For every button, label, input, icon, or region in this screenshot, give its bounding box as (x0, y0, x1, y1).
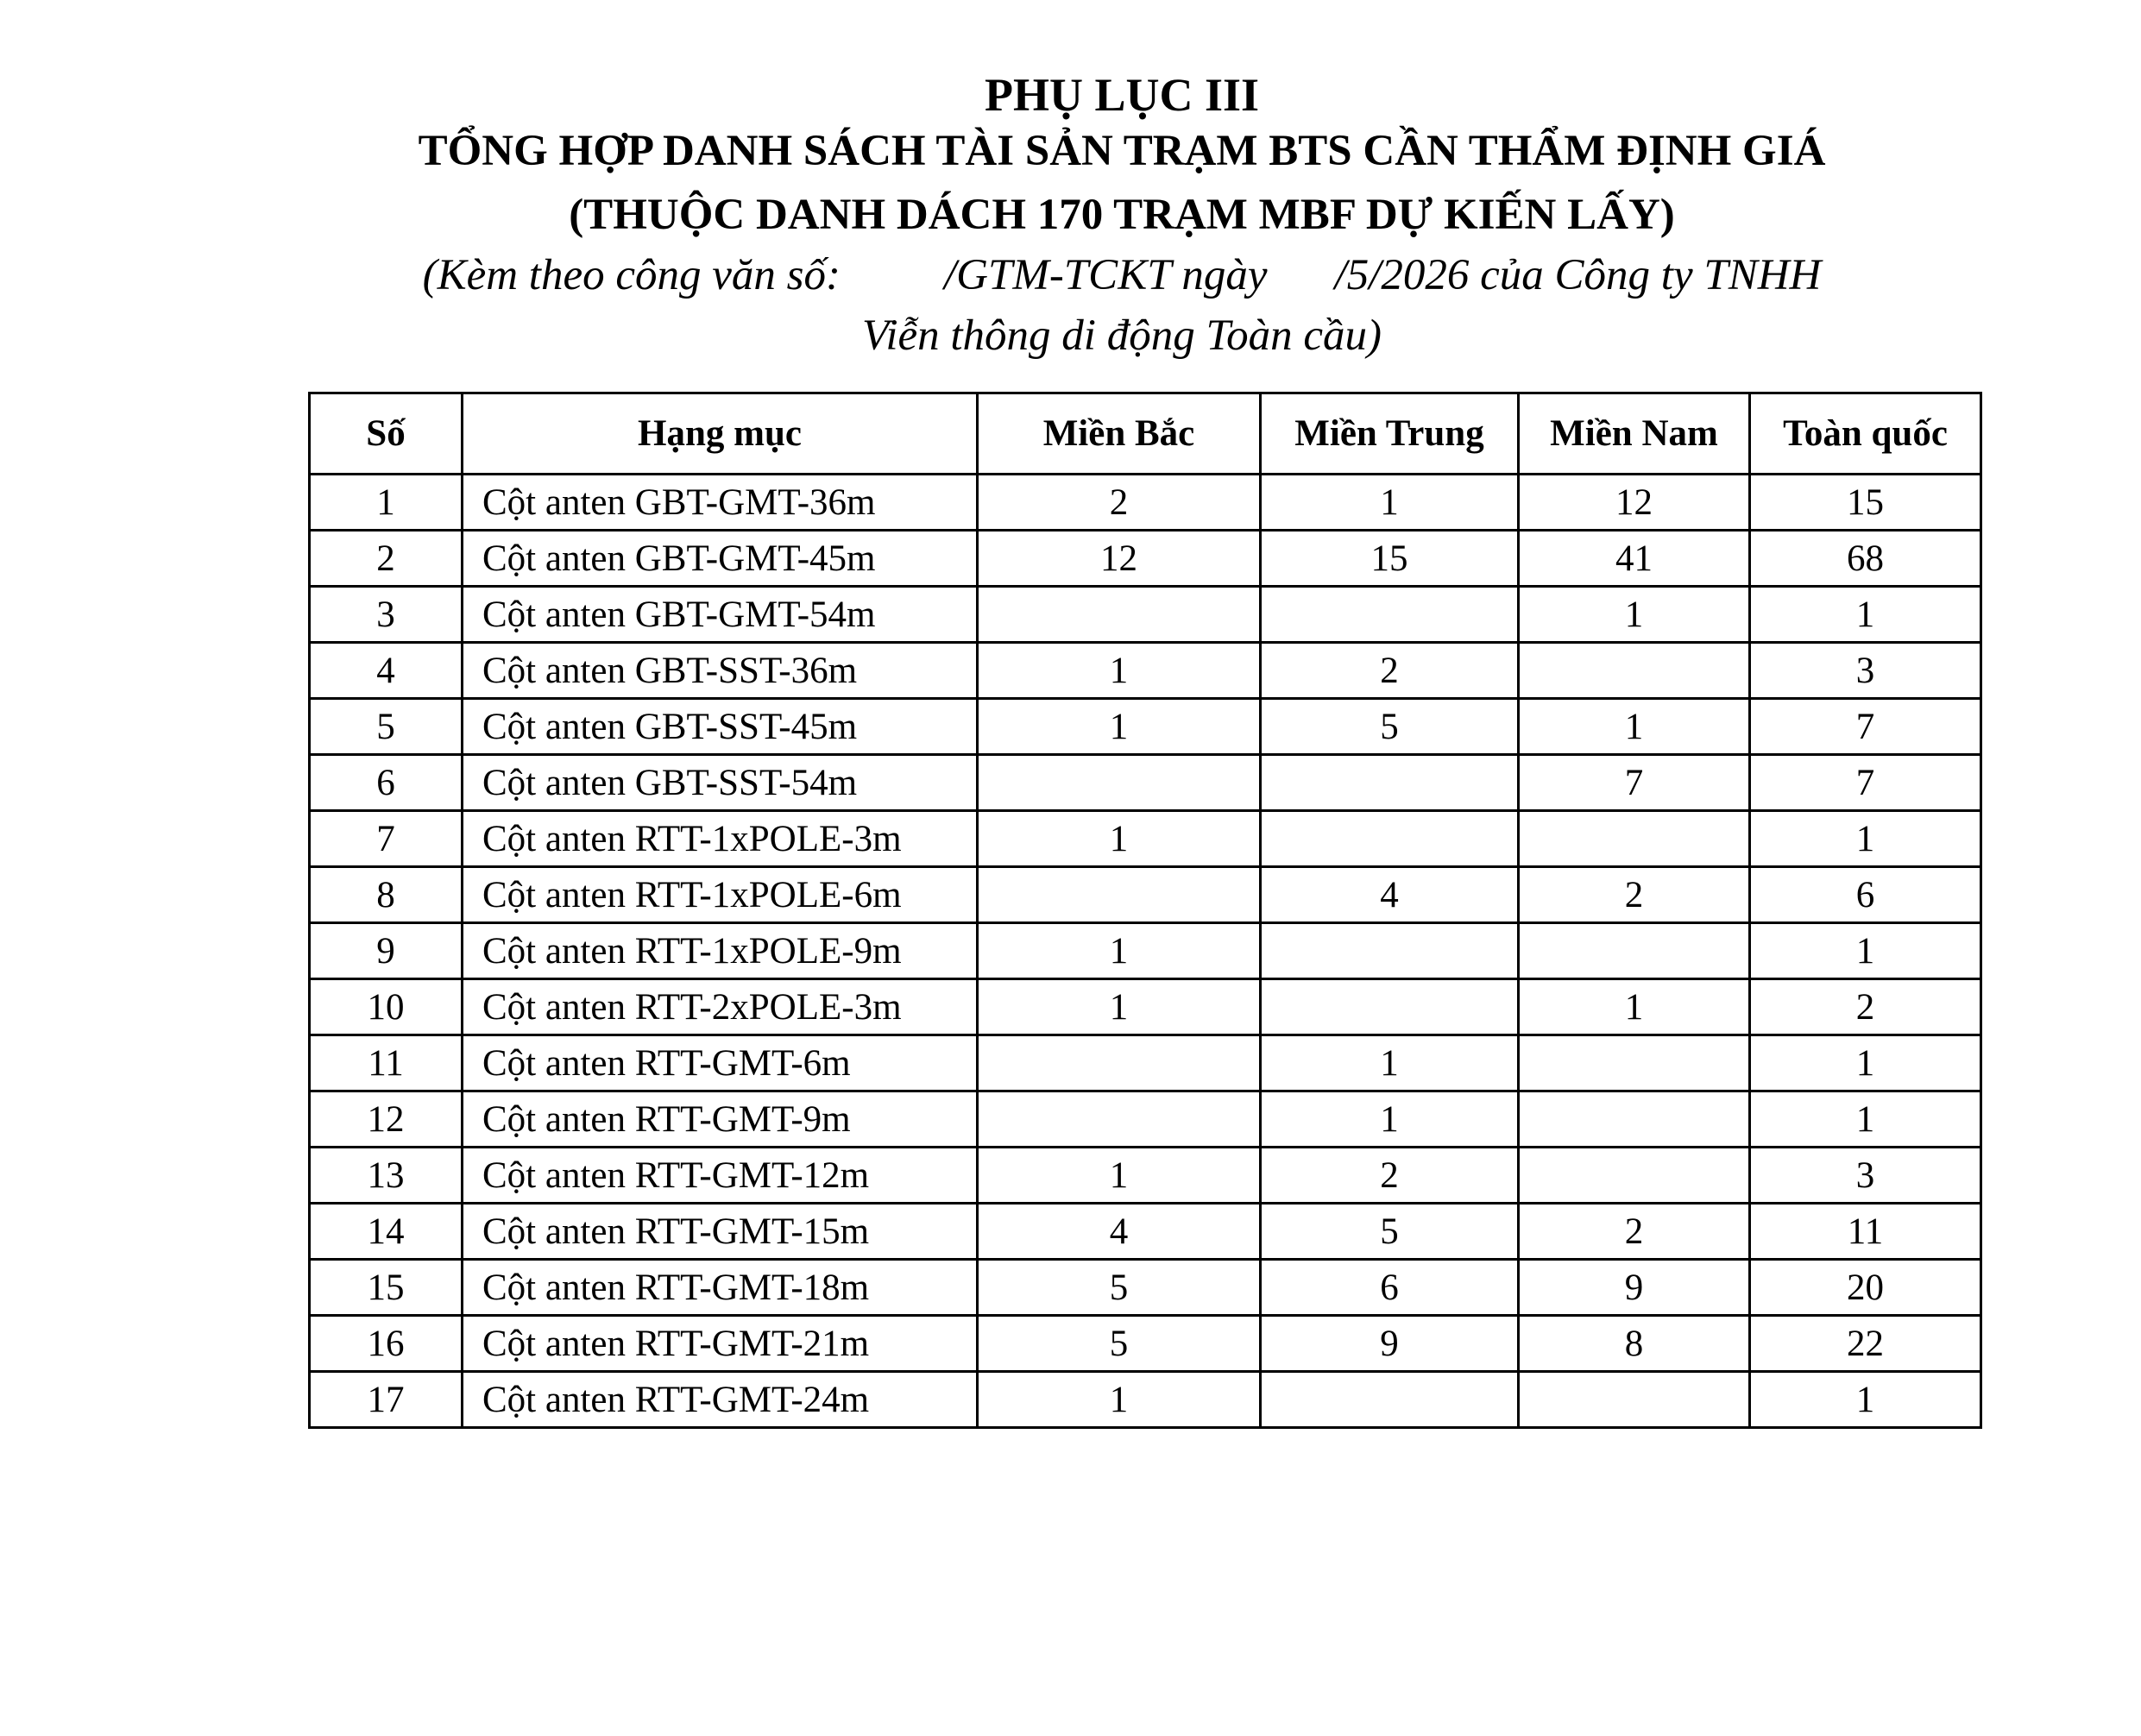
cell-mien-trung: 6 (1261, 1260, 1519, 1316)
reference-note (0, 251, 2141, 299)
cell-toan-quoc: 1 (1750, 811, 1981, 867)
cell-mien-trung (1261, 811, 1519, 867)
cell-item: Cột anten GBT-SST-54m (463, 755, 978, 811)
table-row (310, 1148, 1981, 1204)
cell-toan-quoc: 1 (1750, 587, 1981, 643)
cell-mien-trung (1261, 1372, 1519, 1428)
table-row (310, 755, 1981, 811)
cell-item: Cột anten RTT-1xPOLE-6m (463, 867, 978, 923)
cell-mien-trung: 5 (1261, 699, 1519, 755)
cell-mien-nam (1519, 1372, 1750, 1428)
cell-mien-trung: 4 (1261, 867, 1519, 923)
cell-no: 16 (310, 1316, 463, 1372)
cell-mien-nam (1519, 1148, 1750, 1204)
cell-item: Cột anten RTT-2xPOLE-3m (463, 979, 978, 1035)
cell-mien-bac (978, 867, 1261, 923)
table-body (310, 475, 1981, 1428)
column-header-mien-nam: Miền Nam (1519, 393, 1750, 475)
cell-mien-nam: 7 (1519, 755, 1750, 811)
table-row (310, 1316, 1981, 1372)
cell-mien-bac (978, 1035, 1261, 1091)
cell-item: Cột anten RTT-GMT-24m (463, 1372, 978, 1428)
cell-mien-trung: 1 (1261, 1091, 1519, 1148)
cell-mien-nam: 2 (1519, 1204, 1750, 1260)
cell-mien-bac: 1 (978, 979, 1261, 1035)
cell-mien-bac: 5 (978, 1260, 1261, 1316)
cell-toan-quoc: 7 (1750, 755, 1981, 811)
cell-mien-bac (978, 755, 1261, 811)
cell-mien-nam: 1 (1519, 699, 1750, 755)
cell-mien-trung: 2 (1261, 643, 1519, 699)
cell-toan-quoc: 1 (1750, 1035, 1981, 1091)
cell-no: 4 (310, 643, 463, 699)
cell-mien-trung: 5 (1261, 1204, 1519, 1260)
cell-mien-nam: 8 (1519, 1316, 1750, 1372)
cell-mien-nam: 9 (1519, 1260, 1750, 1316)
table-row (310, 531, 1981, 587)
cell-mien-trung: 2 (1261, 1148, 1519, 1204)
cell-toan-quoc: 7 (1750, 699, 1981, 755)
cell-mien-trung: 1 (1261, 1035, 1519, 1091)
cell-mien-bac: 12 (978, 531, 1261, 587)
column-header-mien-trung: Miền Trung (1261, 393, 1519, 475)
table-row (310, 699, 1981, 755)
cell-mien-nam (1519, 1091, 1750, 1148)
cell-item: Cột anten RTT-GMT-6m (463, 1035, 978, 1091)
cell-toan-quoc: 1 (1750, 1372, 1981, 1428)
cell-no: 10 (310, 979, 463, 1035)
cell-item: Cột anten RTT-1xPOLE-9m (463, 923, 978, 979)
table-row (310, 587, 1981, 643)
document-subtitle-scope: (THUỘC DANH DÁCH 170 TRẠM MBF DỰ KIẾN LẤY) (569, 191, 1675, 239)
cell-mien-bac: 1 (978, 1372, 1261, 1428)
column-header-toan-quoc: Toàn quốc (1750, 393, 1981, 475)
cell-toan-quoc: 1 (1750, 923, 1981, 979)
cell-no: 15 (310, 1260, 463, 1316)
cell-toan-quoc: 6 (1750, 867, 1981, 923)
cell-mien-bac: 5 (978, 1316, 1261, 1372)
cell-no: 9 (310, 923, 463, 979)
cell-item: Cột anten RTT-GMT-18m (463, 1260, 978, 1316)
cell-mien-nam (1519, 643, 1750, 699)
cell-mien-trung (1261, 755, 1519, 811)
cell-no: 7 (310, 811, 463, 867)
cell-mien-bac: 1 (978, 699, 1261, 755)
cell-toan-quoc: 68 (1750, 531, 1981, 587)
table-row (310, 1091, 1981, 1148)
document-subtitle: TỔNG HỢP DANH SÁCH TÀI SẢN TRẠM BTS CẦN THẨM ĐỊNH GIÁ (418, 127, 1826, 175)
cell-item: Cột anten GBT-GMT-45m (463, 531, 978, 587)
cell-item: Cột anten RTT-GMT-12m (463, 1148, 978, 1204)
cell-no: 3 (310, 587, 463, 643)
table-row (310, 867, 1981, 923)
reference-note-company: Viễn thông di động Toàn cầu) (861, 311, 1382, 360)
cell-toan-quoc: 22 (1750, 1316, 1981, 1372)
reference-note-part: (Kèm theo công văn số: (422, 251, 841, 299)
cell-mien-trung (1261, 979, 1519, 1035)
cell-mien-bac: 1 (978, 811, 1261, 867)
asset-summary-table (308, 392, 1982, 1429)
cell-no: 5 (310, 699, 463, 755)
reference-note-part: /GTM-TCKT ngày (943, 251, 1268, 299)
cell-toan-quoc: 1 (1750, 1091, 1981, 1148)
table-header-row (310, 393, 1981, 475)
cell-item: Cột anten GBT-GMT-36m (463, 475, 978, 531)
cell-mien-bac (978, 587, 1261, 643)
cell-item: Cột anten GBT-GMT-54m (463, 587, 978, 643)
cell-toan-quoc: 2 (1750, 979, 1981, 1035)
cell-mien-nam: 41 (1519, 531, 1750, 587)
cell-toan-quoc: 20 (1750, 1260, 1981, 1316)
cell-mien-trung (1261, 923, 1519, 979)
cell-toan-quoc: 3 (1750, 643, 1981, 699)
cell-mien-bac: 1 (978, 643, 1261, 699)
cell-toan-quoc: 15 (1750, 475, 1981, 531)
cell-mien-bac: 1 (978, 1148, 1261, 1204)
cell-no: 14 (310, 1204, 463, 1260)
cell-item: Cột anten RTT-GMT-9m (463, 1091, 978, 1148)
cell-item: Cột anten GBT-SST-45m (463, 699, 978, 755)
cell-mien-trung: 9 (1261, 1316, 1519, 1372)
cell-mien-nam: 1 (1519, 587, 1750, 643)
cell-mien-trung: 15 (1261, 531, 1519, 587)
table-row (310, 1260, 1981, 1316)
cell-mien-nam (1519, 811, 1750, 867)
cell-mien-bac (978, 1091, 1261, 1148)
column-header-mien-bac: Miền Bắc (978, 393, 1261, 475)
table-row (310, 923, 1981, 979)
table-row (310, 1035, 1981, 1091)
column-header-item: Hạng mục (463, 393, 978, 475)
table-row (310, 643, 1981, 699)
cell-toan-quoc: 3 (1750, 1148, 1981, 1204)
cell-mien-trung: 1 (1261, 475, 1519, 531)
cell-mien-bac: 1 (978, 923, 1261, 979)
page-title: PHỤ LỤC III (984, 69, 1260, 121)
cell-no: 8 (310, 867, 463, 923)
cell-mien-bac: 4 (978, 1204, 1261, 1260)
cell-no: 17 (310, 1372, 463, 1428)
cell-mien-nam (1519, 1035, 1750, 1091)
cell-mien-nam (1519, 923, 1750, 979)
cell-item: Cột anten RTT-1xPOLE-3m (463, 811, 978, 867)
cell-mien-nam: 12 (1519, 475, 1750, 531)
cell-mien-trung (1261, 587, 1519, 643)
cell-no: 12 (310, 1091, 463, 1148)
cell-item: Cột anten RTT-GMT-21m (463, 1316, 978, 1372)
table-row (310, 979, 1981, 1035)
column-header-no: Số (310, 393, 463, 475)
cell-no: 1 (310, 475, 463, 531)
table-row (310, 1204, 1981, 1260)
cell-toan-quoc: 11 (1750, 1204, 1981, 1260)
cell-item: Cột anten GBT-SST-36m (463, 643, 978, 699)
cell-no: 2 (310, 531, 463, 587)
cell-mien-bac: 2 (978, 475, 1261, 531)
table-row (310, 811, 1981, 867)
reference-note-part: /5/2026 của Công ty TNHH (1334, 251, 1822, 299)
cell-item: Cột anten RTT-GMT-15m (463, 1204, 978, 1260)
cell-no: 6 (310, 755, 463, 811)
table-row (310, 475, 1981, 531)
table-row (310, 1372, 1981, 1428)
cell-no: 11 (310, 1035, 463, 1091)
cell-mien-nam: 2 (1519, 867, 1750, 923)
cell-mien-nam: 1 (1519, 979, 1750, 1035)
cell-no: 13 (310, 1148, 463, 1204)
